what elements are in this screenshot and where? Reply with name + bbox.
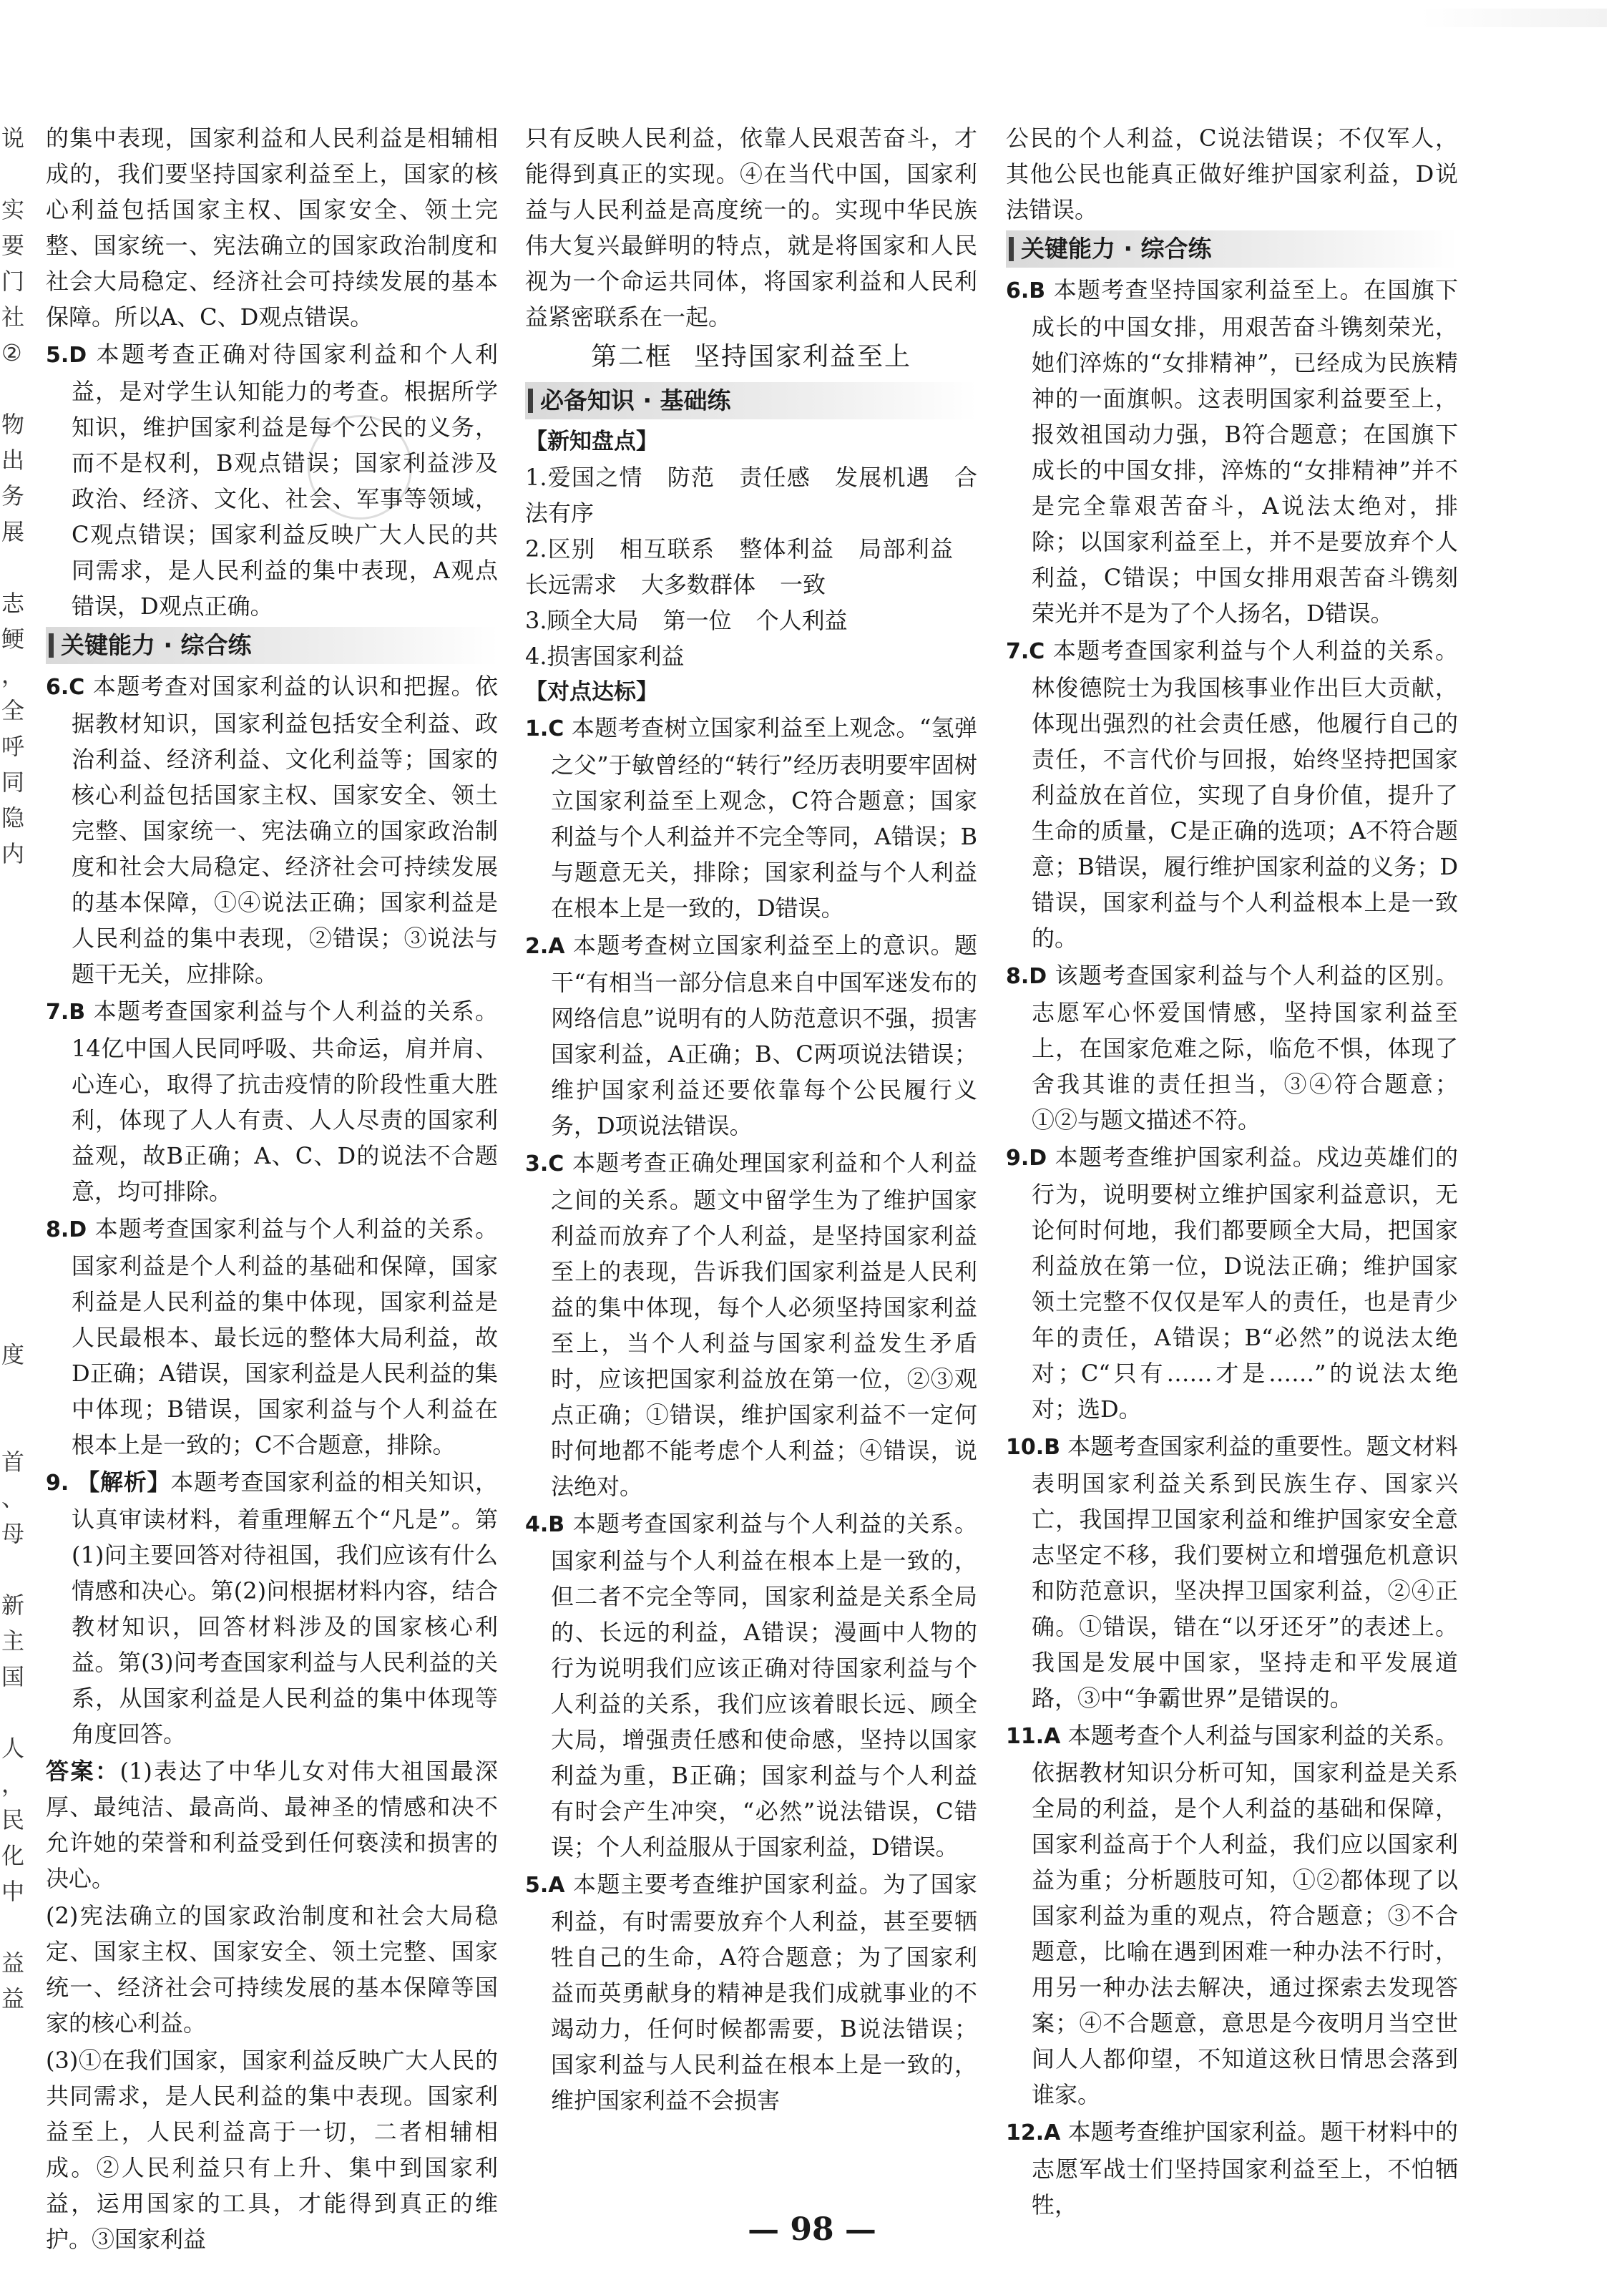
- strip-char: [1, 907, 29, 943]
- section-header-key: [46, 627, 498, 664]
- item-number: 6.B: [1006, 278, 1046, 303]
- answer-item: [525, 710, 977, 926]
- item-number: 9.: [46, 1471, 69, 1496]
- strip-char: 首: [1, 1448, 25, 1476]
- strip-char: 展: [1, 518, 25, 545]
- strip-char: 社: [1, 303, 25, 331]
- answer-item: [1006, 1718, 1458, 2113]
- item-text: (2)宪法确立的国家政治制度和社会大局稳定、国家主权、国家安全、领土完整、国家统一、经济社会可持续发展的基本保障等国家的核心利益。: [46, 1902, 498, 2037]
- item-text: 本题考查国家利益与个人利益的关系。14亿中国人民同呼吸、共命运，肩并肩、心连心，取得了抗击疫情的阶段性重大胜利，体现了人人有责、人人尽责的国家利益观，故B正确；A、C、D的说法不合题意，均可排除。: [72, 998, 498, 1205]
- item-number: 10.B: [1006, 1435, 1061, 1460]
- knowledge-word: 个人利益: [755, 607, 848, 634]
- knowledge-word: 局部利益: [859, 535, 953, 562]
- answer-item: [1006, 1428, 1458, 1716]
- strip-char: 门: [1, 268, 25, 295]
- subheading-target: 【对点达标】: [525, 679, 658, 705]
- strip-char: [1, 1265, 29, 1301]
- item-text: 该题考查国家利益与个人利益的区别。志愿军心怀爱国情感，坚持国家利益至上，在国家危难之际，临危不惧，体现了舍我其谁的责任担当，③④符合题意；①②与题文描述不符。: [1032, 962, 1458, 1134]
- knowledge-points-list: [525, 459, 977, 674]
- strip-char: 化: [1, 1842, 25, 1869]
- strip-char: [1, 1051, 29, 1086]
- answer-item: [46, 993, 498, 1209]
- strip-char: [1, 1301, 29, 1337]
- column-3: [1006, 120, 1458, 2224]
- item-text: 本题考查个人利益与国家利益的关系。依据教材知识分析可知，国家利益是关系全局的利益，是个人利益的基础和保障，国家利益高于个人利益，我们应以国家利益为重；分析题肢可知，①②都体现了以国家利益为重的观点，符合题意；③不合题意，比喻在遇到困难一种办法不行时，用另一种办法去解决，通过探索去发现答案；④不合题意，意思是今夜明月当空世间人人都仰望，不知道这秋日情思会落到谁家。: [1032, 1722, 1458, 2108]
- strip-char: [1, 979, 29, 1015]
- strip-char: 鲠: [1, 625, 25, 653]
- section-header-basic: [525, 382, 977, 419]
- strip-char: 主: [1, 1627, 25, 1655]
- frame-heading-title: 坚持国家利益至上: [694, 342, 912, 371]
- item-number: 9.D: [1006, 1146, 1047, 1171]
- answer-item: [1006, 1139, 1458, 1427]
- item-text: (1)表达了中华儿女对伟大祖国最深厚、最纯洁、最高尚、最神圣的情感和决不允许她的荣誉和利益受到任何亵渎和损害的决心。: [46, 1758, 498, 1892]
- knowledge-word: 第一位: [662, 607, 732, 634]
- answer-item: [1006, 633, 1458, 956]
- answer-paragraph: [46, 1898, 498, 2041]
- subheading-new-knowledge: 【新知盘点】: [525, 429, 658, 454]
- answer-item: [525, 1866, 977, 2118]
- knowledge-word: 相互联系: [620, 535, 715, 562]
- strip-char: 中: [1, 1878, 25, 1905]
- knowledge-word: 合法有序: [525, 464, 977, 527]
- strip-char: [1, 1551, 29, 1587]
- item-number: 8.D: [46, 1217, 87, 1242]
- item-text: 本题考查正确对待国家利益和个人利益，是对学生认知能力的考查。根据所学知识，维护国家利益是每个公民的义务，而不是权利，B观点错误；国家利益涉及政治、经济、文化、社会、军事等领域，C观点错误；国家利益反映广大人民的共同需求，是人民利益的集中表现，A观点错误，D观点正确。: [72, 341, 498, 620]
- item-text: 本题考查正确处理国家利益和个人利益之间的关系。题文中留学生为了维护国家利益而放弃了个人利益，是坚持国家利益至上的表现，告诉我们国家利益是人民利益的集中体现，每个人必须坚持国家利益至上，当个人利益与国家利益发生矛盾时，应该把国家利益放在第一位，②③观点正确；①错误，维护国家利益不一定何时何地都不能考虑个人利益；④错误，说法绝对。: [551, 1149, 977, 1500]
- strip-char: [1, 1695, 29, 1730]
- frame-heading: [525, 339, 977, 375]
- strip-char: [1, 550, 29, 585]
- answer-item: [1006, 2114, 1458, 2223]
- strip-char: 、: [1, 1484, 25, 1511]
- strip-char: 说: [1, 125, 25, 152]
- item-number: 4.B: [525, 1512, 565, 1537]
- strip-char: [1, 371, 29, 406]
- strip-char: 隐: [1, 804, 25, 832]
- knowledge-point: [525, 531, 977, 603]
- answer-item: [1006, 958, 1458, 1138]
- item-text: 本题考查国家利益与个人利益的关系。国家利益是个人利益的基础和保障，国家利益是人民利益的集中体现，国家利益是人民最根本、最长远的整体大局利益，故D正确；A错误，国家利益是人民利益的集中体现；B错误，国家利益与个人利益在根本上是一致的；C不合题意，排除。: [72, 1215, 498, 1458]
- strip-char: [1, 1086, 29, 1122]
- answer-item: [525, 1506, 977, 1865]
- strip-char: 同: [1, 769, 25, 796]
- answer-paragraph: [46, 1753, 498, 1896]
- frame-heading-label: 第二框: [590, 342, 672, 371]
- knowledge-point-number: 3.: [525, 607, 547, 634]
- section-title: 关键能力 · 综合练: [61, 631, 252, 659]
- item-text: 本题考查对国家利益的认识和把握。依据教材知识，国家利益包括安全利益、政治利益、经济利益、文化利益等；国家的核心利益包括国家主权、国家安全、领土完整、国家统一、宪法确立的国家政治制度和社会大局稳定、经济社会可持续发展的基本保障，①④说法正确；国家利益是人民利益的集中表现，②错误；③说法与题干无关，应排除。: [72, 673, 498, 988]
- strip-char: 益: [1, 1985, 25, 2012]
- column-2: [525, 120, 977, 2120]
- section-title: 关键能力 · 综合练: [1021, 235, 1212, 263]
- item-text: 本题考查维护国家利益。戍边英雄们的行为，说明要树立维护国家利益意识，无论何时何地，我们都要顾全大局，把国家利益放在第一位，D说法正确；维护国家领土完整不仅仅是军人的责任，也是青少年的责任，A错误；B“必然”的说法太绝对；C“只有……才是……”的说法太绝对；选D。: [1032, 1144, 1458, 1423]
- knowledge-word: 区别: [547, 535, 596, 562]
- strip-char: ，: [1, 661, 25, 688]
- strip-char: 内: [1, 840, 25, 867]
- strip-char: [1, 1373, 29, 1408]
- item-text: 本题考查坚持国家利益至上。在国旗下成长的中国女排，用艰苦奋斗镌刻荣光，她们淬炼的“女排精神”，已经成为民族精神的一面旗帜。这表明国家利益要至上，报效祖国动力强，B符合题意；在国旗下成长的中国女排，淬炼的“女排精神”并不是完全靠艰苦奋斗，A说法太绝对，排除；以国家利益至上，并不是要放弃个人利益，C错误；中国女排用艰苦奋斗镌刻荣光并不是为了个人扬名，D错误。: [1032, 276, 1458, 627]
- answer-paragraph: [46, 120, 498, 335]
- item-text: 本题考查树立国家利益至上的意识。题干“有相当一部分信息来自中国军迷发布的网络信息”说明有的人防范意识不强，损害国家利益，A正确；B、C两项说法错误；维护国家利益还要依靠每个公民履行义务，D项说法错误。: [551, 932, 977, 1139]
- knowledge-point-number: 4.: [525, 643, 547, 670]
- strip-char: 实: [1, 196, 25, 223]
- strip-char: [1, 1158, 29, 1194]
- item-number: 11.A: [1006, 1724, 1061, 1749]
- strip-char: ②: [1, 339, 22, 366]
- item-text: 本题考查国家利益的相关知识，认真审读材料，着重理解五个“凡是”。第(1)问主要回答对待祖国，我们应该有什么情感和决心。第(2)问根据材料内容，结合教材知识，回答材料涉及的国家核心利益。第(3)问考查国家利益与人民利益的关系，从国家利益是人民利益的集中体现等角度回答。: [72, 1468, 498, 1748]
- answer-item: [46, 668, 498, 992]
- item-text: (3)①在我们国家，国家利益反映广大人民的共同需求，是人民利益的集中表现。国家利益至上，人民利益高于一切，二者相辅相成。②人民利益只有上升、集中到国家利益，运用国家的工具，才能得到真正的维护。③国家利益: [46, 2047, 498, 2253]
- top-edge-mark: [1421, 9, 1607, 27]
- section-bar-icon: [49, 633, 54, 658]
- knowledge-point: [525, 603, 977, 638]
- answer-item: [46, 1211, 498, 1463]
- col3-items: [1006, 272, 1458, 2223]
- item-number: 12.A: [1006, 2120, 1061, 2145]
- knowledge-word: 防范: [667, 464, 715, 491]
- item-number: 3.C: [525, 1151, 564, 1176]
- section-title: 必备知识 · 基础练: [540, 386, 731, 414]
- knowledge-point: [525, 638, 977, 674]
- strip-char: [1, 1408, 29, 1444]
- item-number: 7.B: [46, 1000, 86, 1025]
- col2-continued-text: 只有反映人民利益，依靠人民艰苦奋斗，才能得到真正的实现。④在当代中国，国家利益与人民利益是高度统一的。实现中华民族伟大复兴最鲜明的特点，就是将国家和人民视为一个命运共同体，将国家利益和人民利益紧密联系在一起。: [525, 125, 977, 331]
- item-text: 的集中表现，国家利益和人民利益是相辅相成的，我们要坚持国家利益至上，国家的核心利益包括国家主权、国家安全、领土完整、国家统一、宪法确立的国家政治制度和社会大局稳定、经济社会可持续发展的基本保障。所以A、C、D观点错误。: [46, 125, 498, 331]
- item-number: 1.C: [525, 716, 564, 741]
- item-number: 8.D: [1006, 964, 1047, 989]
- page-number: — 98 —: [748, 2211, 876, 2248]
- strip-char: 出: [1, 447, 25, 474]
- column-1: [46, 120, 498, 2259]
- strip-char: [1, 1015, 29, 1051]
- left-cropped-strip: [1, 120, 29, 2017]
- knowledge-word: 爱国之情: [547, 464, 643, 491]
- section-bar-icon: [1009, 237, 1014, 261]
- strip-char: [1, 943, 29, 979]
- col3-continued-text: 公民的个人利益，C说法错误；不仅军人，其他公民也能真正做好维护国家利益，D说法错误。: [1006, 125, 1458, 223]
- col2-items: [525, 710, 977, 2118]
- strip-char: 物: [1, 411, 25, 438]
- answer-item: [525, 1145, 977, 1504]
- section-bar-icon: [528, 389, 533, 413]
- section-header-key: [1006, 230, 1458, 268]
- knowledge-word: 损害国家利益: [547, 643, 685, 670]
- strip-char: 呼: [1, 733, 25, 760]
- item-number: 5.D: [46, 343, 87, 368]
- strip-char: 务: [1, 482, 25, 510]
- strip-char: [1, 156, 29, 192]
- answer-item: [525, 927, 977, 1144]
- strip-char: [1, 1122, 29, 1158]
- item-number: 5.A: [525, 1873, 565, 1898]
- knowledge-word: 顾全大局: [547, 607, 639, 634]
- strip-char: 国: [1, 1663, 25, 1690]
- knowledge-word: 一致: [780, 571, 826, 598]
- answer-label: 答案：: [46, 1758, 120, 1785]
- knowledge-word: 大多数群体: [641, 571, 756, 598]
- knowledge-point-number: 2.: [525, 535, 547, 562]
- strip-char: ，: [1, 1770, 25, 1798]
- knowledge-word: 责任感: [739, 464, 811, 491]
- item-number: 7.C: [1006, 639, 1045, 664]
- knowledge-point-number: 1.: [525, 464, 547, 491]
- strip-char: 度: [1, 1341, 25, 1368]
- knowledge-point: [525, 459, 977, 531]
- item-text: 本题考查国家利益与个人利益的关系。林俊德院士为我国核事业作出巨大贡献，体现出强烈的社会责任感，他履行自己的责任，不言代价与回报，始终坚持把国家利益放在首位，实现了自身价值，提升了生命的质量，C是正确的选项；A不符合题意；B错误，履行维护国家利益的义务；D错误，国家利益与个人利益根本上是一致的。: [1032, 637, 1458, 952]
- knowledge-word: 整体利益: [739, 535, 835, 562]
- strip-char: [1, 872, 29, 907]
- item-text: 本题考查国家利益的重要性。题文材料表明国家利益关系到民族生存、国家兴亡，我国捍卫国家利益和维护国家安全意志坚定不移，我们要树立和增强危机意识和防范意识，坚决捍卫国家利益，②④正确。①错误，错在“以牙还牙”的表述上。我国是发展中国家，坚持走和平发展道路，③中“争霸世界”是错误的。: [1032, 1433, 1458, 1712]
- answer-item: [1006, 272, 1458, 631]
- strip-char: 全: [1, 697, 25, 724]
- strip-char: 人: [1, 1735, 25, 1762]
- strip-char: 新: [1, 1592, 25, 1619]
- item-text: 本题主要考查维护国家利益。为了国家利益，有时需要放弃个人利益，甚至要牺牲自己的生命，A符合题意；为了国家利益而英勇献身的精神是我们成就事业的不竭动力，任何时候都需要，B说法错误；国家利益与人民利益在根本上是一致的，维护国家利益不会损害: [551, 1871, 977, 2114]
- knowledge-word: 发展机遇: [834, 464, 930, 491]
- strip-char: 母: [1, 1520, 25, 1547]
- item-text: 本题考查维护国家利益。题干材料中的志愿军战士们坚持国家利益至上，不怕牺牲，: [1032, 2118, 1458, 2218]
- knowledge-word: 长远需求: [525, 571, 617, 598]
- item-text: 本题考查树立国家利益至上观念。“氢弹之父”于敏曾经的“转行”经历表明要牢固树立国家利益至上观念，C符合题意；国家利益与个人利益并不完全等同，A错误；B与题意无关，排除；国家利益与个人利益在根本上是一致的，D错误。: [551, 714, 977, 922]
- item-number: 2.A: [525, 934, 565, 959]
- strip-char: 益: [1, 1949, 25, 1977]
- strip-char: 要: [1, 232, 25, 259]
- answer-item: [46, 1464, 498, 1752]
- item-number: 6.C: [46, 675, 85, 700]
- strip-char: 志: [1, 590, 25, 617]
- strip-char: 民: [1, 1806, 25, 1833]
- answer-item: [46, 336, 498, 624]
- analysis-label: 【解析】: [77, 1468, 171, 1496]
- strip-char: [1, 1194, 29, 1229]
- strip-char: [1, 1229, 29, 1265]
- strip-char: [1, 1909, 29, 1945]
- item-text: 本题考查国家利益与个人利益的关系。国家利益与个人利益在根本上是一致的，但二者不完全等同，国家利益是关系全局的、长远的利益，A错误；漫画中人物的行为说明我们应该正确对待国家利益与个人利益的关系，我们应该着眼长远、顾全大局，增强责任感和使命感，坚持以国家利益为重，B正确；国家利益与个人利益有时会产生冲突，“必然”说法错误，C错误；个人利益服从于国家利益，D错误。: [551, 1510, 977, 1861]
